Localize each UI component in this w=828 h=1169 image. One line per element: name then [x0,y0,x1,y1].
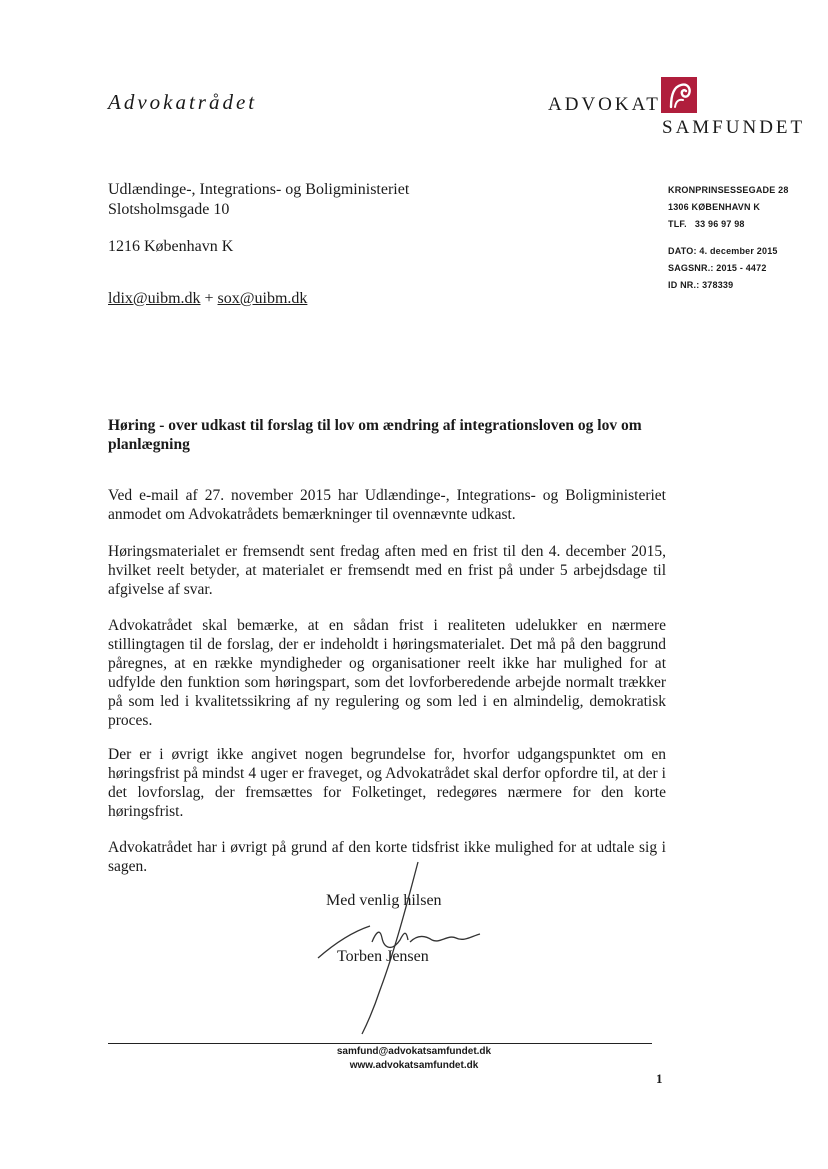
council-name: Advokatrådet [108,90,258,114]
sender-phone: TLF. 33 96 97 98 [668,219,745,229]
case-number: SAGSNR.: 2015 - 4472 [668,263,767,273]
recipient-email-link-1[interactable]: ldix@uibm.dk [108,290,201,307]
body-paragraph-2: Høringsmaterialet er fremsendt sent fredag aften med en frist til den 4. december 2015, hvilket reelt betyder, at materialet er fremsendt med en frist på under 5 arbejdsdage til afgivelse af svar. [108,543,666,598]
body-paragraph-4: Der er i øvrigt ikke angivet nogen begrundelse for, hvorfor udgangspunktet om en høringsfrist på mindst 4 uger er fraveget, og Advokatrådet skal derfor opfordre til, at der i det lovforslag, der fremsættes for Folketinget, redegøres nærmere for den korte høringsfrist. [108,746,666,820]
closing-greeting: Med venlig hilsen [326,892,442,909]
body-paragraph-5: Advokatrådet har i øvrigt på grund af den korte tidsfrist ikke mulighed for at udtale sig i sagen. [108,839,666,875]
signer-name: Torben Jensen [337,948,429,965]
recipient-name: Udlændinge-, Integrations- og Boligministeriet [108,181,410,198]
recipient-city: 1216 København K [108,238,234,255]
letter-date: DATO: 4. december 2015 [668,246,778,256]
footer-email: samfund@advokatsamfundet.dk [336,1046,492,1057]
recipient-emails [108,290,307,308]
email-separator: + [204,290,214,307]
recipient-street: Slotsholmsgade 10 [108,201,230,218]
body-paragraph-1: Ved e-mail af 27. november 2015 har Udlændinge-, Integrations- og Boligministeriet anmodet om Advokatrådets bemærkninger til ovennævnte udkast. [108,487,666,523]
logo-text-advokat: ADVOKAT [548,94,661,115]
body-paragraph-3: Advokatrådet skal bemærke, at en sådan frist i realiteten udelukker en nærmere stillingtagen til de forslag, der er indeholdt i høringsmaterialet. Det må på den baggrund påregnes, at en række myndigheder og organisationer reelt ikke har mulighed for at udfylde den funktion som høringspart, som det lovforberedende arbejde normalt trækker på som led i kvalitetssikring af ny regulering og som led i en almindelig, demokratisk proces. [108,617,666,729]
footer-divider [108,1043,652,1044]
advokatsamfundet-logo-icon [661,77,697,113]
logo-text-samfundet: SAMFUNDET [662,117,806,138]
footer-website: www.advokatsamfundet.dk [349,1060,479,1071]
recipient-email-link-2[interactable]: sox@uibm.dk [217,290,308,307]
id-number: ID NR.: 378339 [668,280,734,290]
sender-street: KRONPRINSESSEGADE 28 [668,185,789,195]
letter-subject: Høring - over udkast til forslag til lov om ændring af integrationsloven og lov om planlægning [108,417,642,453]
page-number: 1 [656,1071,663,1086]
sender-city: 1306 KØBENHAVN K [668,202,761,212]
